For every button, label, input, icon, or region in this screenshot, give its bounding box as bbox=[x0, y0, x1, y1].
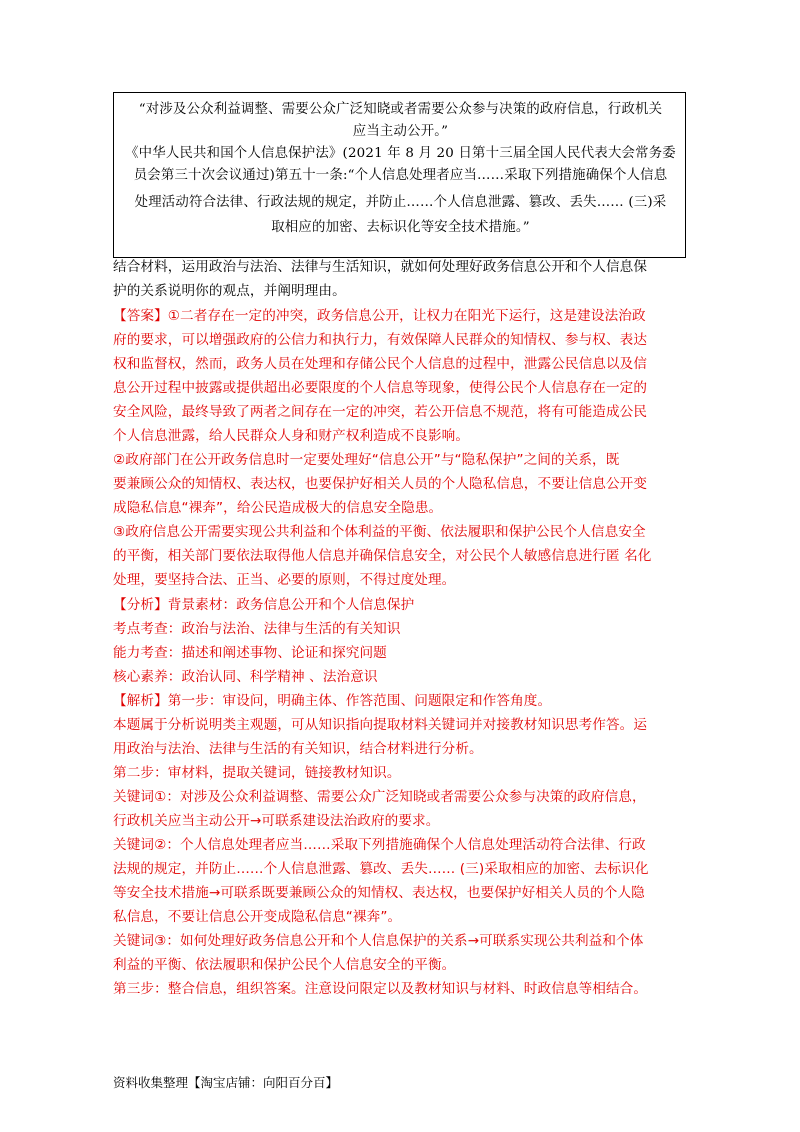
explanation-line: 法规的规定，并防止……个人信息泄露、篡改、丢失…… (三)采取相应的加密、去标识化 bbox=[113, 861, 649, 877]
answer-line: 权和监督权，然而，政务人员在处理和存储公民个人信息的过程中，泄露公民信息以及信 bbox=[113, 356, 648, 372]
page-footer: 资料收集整理【淘宝店铺：向阳百分百】 bbox=[113, 1075, 339, 1090]
answer-line: 要兼顾公众的知情权、表达权，也要保护好相关人员的个人隐私信息，不要让信息公开变 bbox=[113, 476, 648, 492]
answer-line: 个人信息泄露，给人民群众人身和财产权利造成不良影响。 bbox=[113, 428, 470, 444]
explanation-line: 关键词①：对涉及公众利益调整、需要公众广泛知晓或者需要公众参与决策的政府信息， bbox=[113, 789, 646, 805]
analysis-line: 考点考查：政治与法治、法律与生活的有关知识 bbox=[113, 621, 401, 637]
answer-line: 安全风险，最终导致了两者之间存在一定的冲突，若公开信息不规范，将有可能造成公民 bbox=[113, 404, 648, 420]
explanation-line: 【解析】第一步：审设问，明确主体、作答范围、问题限定和作答角度。 bbox=[113, 693, 552, 709]
explanation-line: 本题属于分析说明类主观题，可从知识指向提取材料关键词并对接教材知识思考作答。运 bbox=[113, 717, 648, 733]
explanation-line: 第二步：审材料，提取关键词，链接教材知识。 bbox=[113, 765, 401, 781]
quote-line: 处理活动符合法律、行政法规的规定，并防止……个人信息泄露、篡改、丢失…… (三)采 bbox=[134, 195, 667, 210]
answer-line: 【答案】①二者存在一定的冲突，政务信息公开，让权力在阳光下运行，这是建设法治政 bbox=[113, 308, 646, 324]
explanation-line: 行政机关应当主动公开→可联系建设法治政府的要求。 bbox=[113, 813, 440, 829]
explanation-line: 第三步：整合信息，组织答案。注意设问限定以及教材知识与材料、时政信息等相结合。 bbox=[113, 981, 648, 997]
answer-line: ②政府部门在公开政务信息时一定要处理好“信息公开”与“隐私保护”之间的关系，既 bbox=[113, 452, 620, 468]
answer-line: 处理，要坚持合法、正当、必要的原则，不得过度处理。 bbox=[113, 572, 456, 588]
quote-line: “对涉及公众利益调整、需要公众广泛知晓或者需要公众参与决策的政府信息，行政机关 bbox=[138, 102, 663, 117]
explanation-line: 用政治与法治、法律与生活的有关知识，结合材料进行分析。 bbox=[113, 741, 483, 757]
quote-line: 应当主动公开。” bbox=[352, 124, 449, 139]
explanation-line: 利益的平衡、依法履职和保护公民个人信息安全的平衡。 bbox=[113, 957, 456, 973]
explanation-line: 关键词②：个人信息处理者应当……采取下列措施确保个人信息处理活动符合法律、行政 bbox=[113, 837, 646, 853]
answer-line: 府的要求，可以增强政府的公信力和执行力，有效保障人民群众的知情权、参与权、表达 bbox=[113, 332, 648, 348]
answer-line: 的平衡，相关部门要依法取得他人信息并确保信息安全，对公民个人敏感信息进行匿 名化 bbox=[113, 548, 652, 564]
quote-line: 员会第三十次会议通过)第五十一条:“个人信息处理者应当……采取下列措施确保个人信息 bbox=[133, 168, 668, 183]
question-line: 护的关系说明你的观点，并阐明理由。 bbox=[113, 283, 346, 299]
material-quote-box bbox=[113, 92, 686, 258]
explanation-line: 私信息，不要让信息公开变成隐私信息“裸奔”。 bbox=[113, 909, 402, 925]
analysis-line: 核心素养：政治认同、科学精神 、法治意识 bbox=[113, 669, 378, 685]
quote-line: 取相应的加密、去标识化等安全技术措施。” bbox=[271, 220, 530, 235]
quote-line: 《中华人民共和国个人信息保护法》(2021 年 8 月 20 日第十三届全国人民代表大会常务委 bbox=[125, 146, 676, 161]
answer-line: 成隐私信息“裸奔”，给公民造成极大的信息安全隐患。 bbox=[113, 500, 443, 516]
question-line: 结合材料，运用政治与法治、法律与生活知识，就如何处理好政务信息公开和个人信息保 bbox=[113, 259, 648, 275]
answer-line: 息公开过程中披露或提供超出必要限度的个人信息等现象，使得公民个人信息存在一定的 bbox=[113, 380, 648, 396]
explanation-line: 等安全技术措施→可联系既要兼顾公众的知情权、表达权，也要保护好相关人员的个人隐 bbox=[113, 885, 645, 901]
answer-line: ③政府信息公开需要实现公共利益和个体利益的平衡、依法履职和保护公民个人信息安全 bbox=[113, 524, 646, 540]
explanation-line: 关键词③：如何处理好政务信息公开和个人信息保护的关系→可联系实现公共利益和个体 bbox=[113, 933, 644, 949]
analysis-line: 【分析】背景素材：政务信息公开和个人信息保护 bbox=[113, 597, 415, 613]
analysis-line: 能力考查：描述和阐述事物、论证和探究问题 bbox=[113, 645, 387, 661]
